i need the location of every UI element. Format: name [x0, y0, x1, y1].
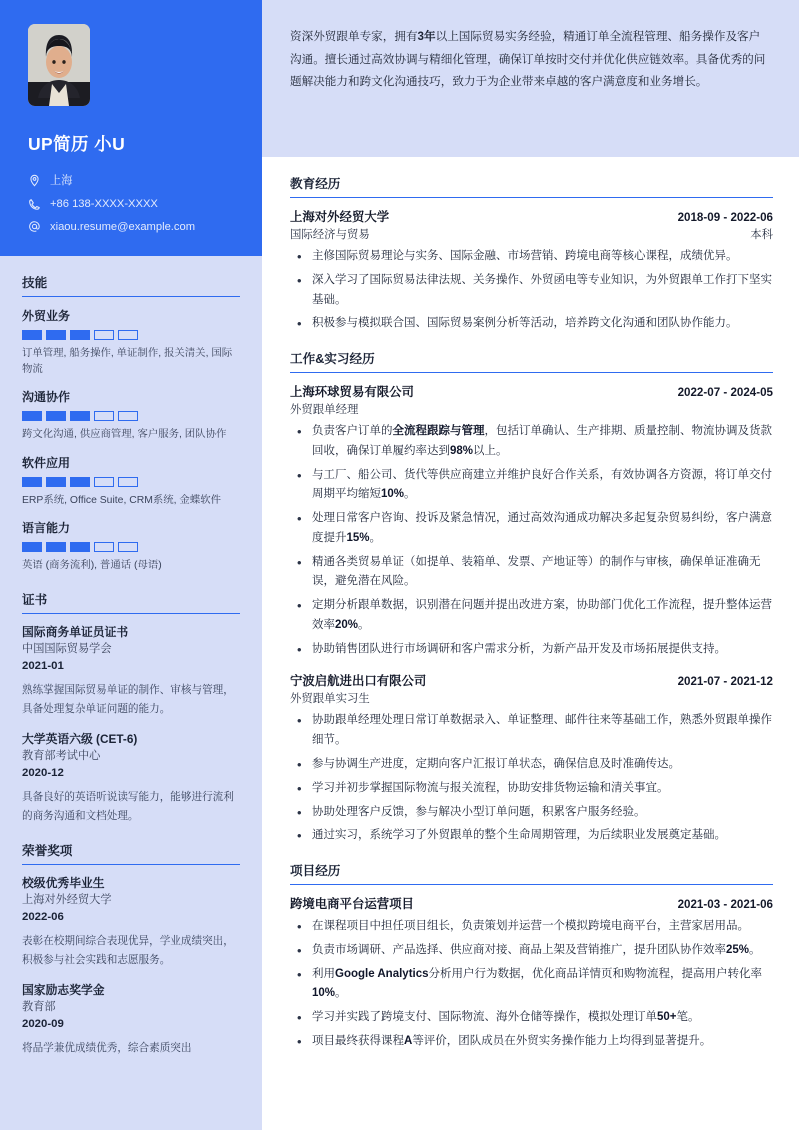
certificate-date: 2021-01 [22, 659, 64, 672]
education-major: 国际经济与贸易 [290, 229, 370, 241]
school-name: 上海对外经贸大学 [290, 210, 390, 224]
skill-description: 跨文化沟通, 供应商管理, 客户服务, 团队协作 [22, 429, 227, 441]
skill-level-box [118, 330, 138, 340]
contact-phone [28, 198, 240, 211]
certificate-description: 熟练掌握国际贸易单证的制作、审核与管理，具备处理复杂单证问题的能力。 [22, 684, 234, 715]
skill-level-box [70, 330, 90, 340]
skill-level-box [94, 542, 114, 552]
location-pin-icon [28, 174, 41, 187]
bullet-item: • 定期分析跟单数据，识别潜在问题并提出改进方案，协助部门优化工作流程，提升整体运营效率20%。 [290, 596, 773, 636]
skill-level-box [70, 477, 90, 487]
work-item [290, 382, 773, 659]
work-subheader-row [290, 690, 773, 706]
project-name: 跨境电商平台运营项目 [290, 897, 414, 912]
education-subheader-row [290, 226, 773, 242]
skill-name: 沟通协作 [22, 390, 71, 405]
project-item [290, 894, 773, 1052]
skill-description: ERP系统, Office Suite, CRM系统, 金蝶软件 [22, 494, 221, 506]
skill-level-box [118, 477, 138, 487]
education-date: 2018-09 - 2022-06 [677, 211, 773, 224]
summary-highlight: 3年 [417, 30, 436, 43]
bullet-item: • 精通各类贸易单证（如提单、装箱单、发票、产地证等）的制作与审核，确保单证准确无误，避免潜在风险。 [290, 553, 773, 593]
summary-part-1: 资深外贸跟单专家，拥有 [290, 30, 418, 43]
projects-section [290, 860, 773, 1052]
bullet-item: • 学习并实践了跨境支付、国际物流、海外仓储等操作，模拟处理订单50+笔。 [290, 1008, 773, 1028]
award-item [22, 982, 240, 1058]
skill-description: 英语 (商务流利), 普通话 (母语) [22, 560, 162, 572]
award-title: 校级优秀毕业生 [22, 876, 105, 891]
work-bullets [290, 711, 773, 846]
education-degree: 本科 [750, 229, 773, 241]
awards-section [22, 840, 240, 1058]
certificate-item [22, 624, 240, 718]
bullet-item: • 利用Google Analytics分析用户行为数据，优化商品详情页和购物流程，提高用户转化率10%。 [290, 965, 773, 1005]
skill-level-meter [22, 542, 240, 552]
bullet-item: • 项目最终获得课程A等评价，团队成员在外贸实务操作能力上均得到显著提升。 [290, 1032, 773, 1052]
contact-location [28, 172, 240, 188]
job-title: 外贸跟单实习生 [290, 693, 370, 706]
skill-item [22, 519, 240, 574]
award-date: 2022-06 [22, 911, 64, 924]
skill-level-box [118, 411, 138, 421]
contact-email-text: xiaou.resume@example.com [50, 220, 196, 233]
skill-item [22, 454, 240, 509]
bullet-item: • 协助销售团队进行市场调研和客户需求分析，为新产品开发及市场拓展提供支持。 [290, 640, 773, 660]
email-at-icon [28, 220, 41, 233]
bullet-item: • 在课程项目中担任项目组长，负责策划并运营一个模拟跨境电商平台，主营家居用品。 [290, 917, 773, 937]
work-date: 2022-07 - 2024-05 [677, 386, 773, 400]
skill-level-meter [22, 477, 240, 487]
skill-item [22, 307, 240, 377]
contact-phone-text: +86 138-XXXX-XXXX [50, 198, 158, 210]
skill-name: 语言能力 [22, 521, 71, 536]
job-title: 外贸跟单经理 [290, 404, 359, 417]
skill-level-box [46, 477, 66, 487]
bullet-item: • 参与协调生产进度，定期向客户汇报订单状态，确保信息及时准确传达。 [290, 755, 773, 775]
awards-section-title: 荣誉奖项 [22, 840, 240, 865]
award-description: 表彰在校期间综合表现优异，学业成绩突出，积极参与社会实践和志愿服务。 [22, 935, 234, 966]
project-date: 2021-03 - 2021-06 [677, 898, 773, 912]
work-header-row [290, 671, 773, 689]
skill-level-box [118, 542, 138, 552]
bullet-item: • 通过实习，系统学习了外贸跟单的整个生命周期管理，为后续职业发展奠定基础。 [290, 826, 773, 846]
skill-level-box [46, 330, 66, 340]
work-item [290, 671, 773, 846]
summary-part-2: 以上国际贸易实务经验，精通订单全流程管理、船务操作及客户沟通。擅长通过高效协调与精细化管理，确保订单按时交付并优化供应链效率。具备优秀的问题解决能力和跨文化沟通技巧，致力于为企业带来卓越的客户满意度和业务增长。 [290, 30, 766, 89]
bullet-item: • 处理日常客户咨询、投诉及紧急情况，通过高效沟通成功解决多起复杂贸易纠纷，客户满意度提升15%。 [290, 509, 773, 549]
work-bullets [290, 422, 773, 659]
skill-level-box [46, 411, 66, 421]
education-section-title: 教育经历 [290, 173, 773, 198]
skill-level-box [22, 330, 42, 340]
bullet-item: • 主修国际贸易理论与实务、国际金融、市场营销、跨境电商等核心课程，成绩优异。 [290, 247, 773, 267]
skill-level-box [22, 411, 42, 421]
education-header-row [290, 207, 773, 225]
skill-name: 外贸业务 [22, 309, 71, 323]
skill-description: 订单管理, 船务操作, 单证制作, 报关清关, 国际物流 [22, 348, 233, 375]
company-name: 宁波启航进出口有限公司 [290, 674, 427, 689]
certificate-title: 国际商务单证员证书 [22, 625, 129, 640]
certificates-section [22, 589, 240, 825]
bullet-item: • 负责市场调研、产品选择、供应商对接、商品上架及营销推广，提升团队协作效率25%。 [290, 941, 773, 961]
contact-email [28, 220, 240, 233]
work-section [290, 348, 773, 846]
skill-level-box [22, 477, 42, 487]
bullet-item: • 协助处理客户反馈，参与解决小型订单问题，积累客户服务经验。 [290, 803, 773, 823]
summary-band [262, 0, 799, 157]
skill-level-meter [22, 330, 240, 340]
education-section [290, 173, 773, 334]
skill-level-box [94, 330, 114, 340]
main-column [262, 0, 799, 1130]
contact-list [28, 172, 240, 233]
sidebar-body [0, 256, 262, 1058]
company-name: 上海环球贸易有限公司 [290, 385, 414, 400]
bullet-item: • 负责客户订单的全流程跟踪与管理，包括订单确认、生产排期、质量控制、物流协调及货款回收，确保订单履约率达到98%以上。 [290, 422, 773, 462]
work-subheader-row [290, 401, 773, 417]
certificate-org: 教育部考试中心 [22, 750, 101, 763]
skills-section [22, 272, 240, 574]
skill-level-box [70, 542, 90, 552]
skill-level-box [94, 477, 114, 487]
bullet-item: • 学习并初步掌握国际物流与报关流程，协助安排货物运输和清关事宜。 [290, 779, 773, 799]
award-org: 上海对外经贸大学 [22, 894, 112, 907]
profile-name: UP简历 小U [28, 134, 126, 154]
certificate-item [22, 731, 240, 825]
award-org: 教育部 [22, 1001, 56, 1014]
project-header-row [290, 894, 773, 912]
phone-icon [28, 198, 41, 211]
work-section-title: 工作&实习经历 [290, 348, 773, 373]
skill-level-box [70, 411, 90, 421]
skills-section-title: 技能 [22, 272, 240, 297]
award-item [22, 875, 240, 969]
bullet-item: • 深入学习了国际贸易法律法规、关务操作、外贸函电等专业知识，为外贸跟单工作打下坚实基础。 [290, 271, 773, 311]
certificate-description: 具备良好的英语听说读写能力，能够进行流利的商务沟通和文档处理。 [22, 791, 234, 822]
skill-name: 软件应用 [22, 455, 71, 470]
skill-item [22, 388, 240, 443]
project-bullets [290, 917, 773, 1052]
work-header-row [290, 382, 773, 400]
award-title: 国家励志奖学金 [22, 983, 105, 998]
skill-level-meter [22, 411, 240, 421]
main-body [262, 157, 799, 1052]
certificates-section-title: 证书 [22, 589, 240, 614]
skill-level-box [46, 542, 66, 552]
bullet-item: • 与工厂、船公司、货代等供应商建立并维护良好合作关系，有效协调各方资源，将订单交付周期平均缩短10%。 [290, 466, 773, 506]
work-date: 2021-07 - 2021-12 [677, 675, 773, 689]
sidebar-header [0, 0, 262, 256]
certificate-date: 2020-12 [22, 767, 64, 779]
bullet-item: • 协助跟单经理处理日常订单数据录入、单证整理、邮件往来等基础工作，熟悉外贸跟单操作细节。 [290, 711, 773, 751]
sidebar [0, 0, 262, 1130]
education-bullets [290, 247, 773, 334]
contact-location-text: 上海 [50, 175, 73, 187]
summary-text [290, 26, 771, 94]
education-item [290, 207, 773, 334]
certificate-title: 大学英语六级 (CET-6) [22, 732, 138, 747]
skill-level-box [22, 542, 42, 552]
skill-level-box [94, 411, 114, 421]
avatar [28, 24, 90, 106]
award-description: 将品学兼优成绩优秀，综合素质突出 [22, 1042, 192, 1055]
bullet-item: • 积极参与模拟联合国、国际贸易案例分析等活动，培养跨文化沟通和团队协作能力。 [290, 314, 773, 334]
projects-section-title: 项目经历 [290, 860, 773, 885]
certificate-org: 中国国际贸易学会 [22, 643, 112, 656]
award-date: 2020-09 [22, 1018, 64, 1031]
